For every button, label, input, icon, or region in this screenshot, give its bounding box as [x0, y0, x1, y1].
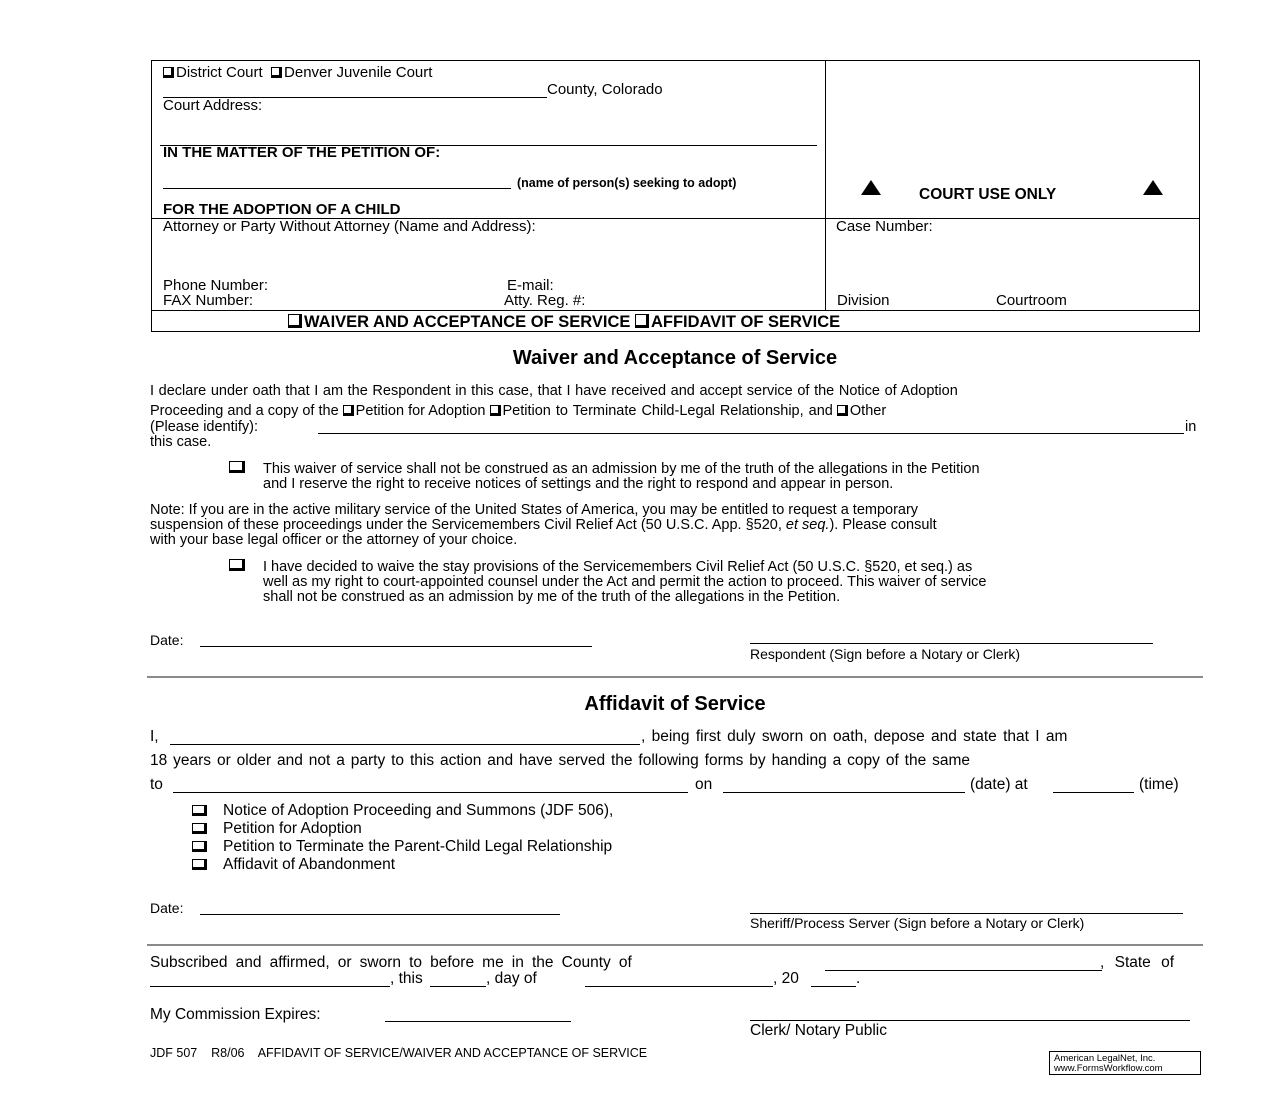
- petitioner-name-blank[interactable]: [163, 188, 511, 189]
- affidavit-date-label: Date:: [150, 900, 184, 916]
- section-divider: [147, 944, 1203, 946]
- waiver-form-label: WAIVER AND ACCEPTANCE OF SERVICE: [304, 313, 631, 331]
- other-label: Other: [849, 403, 887, 419]
- affidavit-title: Affidavit of Service: [584, 693, 766, 715]
- served-form-label: Petition for Adoption: [223, 820, 362, 837]
- notary-state-blank[interactable]: [150, 986, 390, 987]
- served-form-checkbox[interactable]: [192, 841, 207, 852]
- courtroom-label: Courtroom: [996, 292, 1067, 309]
- petition-terminate-label: Petition to Terminate Child-Legal Relationship, and: [502, 403, 833, 419]
- note-line-2a: suspension of these proceedings under the Servicemembers Civil Relief Act (50 U.S.C. App. §520,: [150, 517, 782, 533]
- waiver-form-checkbox[interactable]: [288, 314, 302, 328]
- served-person-blank[interactable]: [173, 792, 688, 793]
- served-form-label: Affidavit of Abandonment: [223, 856, 396, 873]
- commission-blank[interactable]: [385, 1021, 571, 1022]
- served-form-item: [192, 802, 613, 820]
- affidavit-on-label: on: [695, 776, 713, 793]
- affidavit-form-checkbox[interactable]: [635, 314, 649, 328]
- waiver-line-2a: Proceeding and a copy of the: [150, 403, 339, 419]
- notary-year-blank[interactable]: [811, 986, 856, 987]
- identify-label: (Please identify):: [150, 419, 258, 435]
- waiver-date-label: Date:: [150, 632, 184, 648]
- served-time-blank[interactable]: [1053, 792, 1134, 793]
- note-line-3: with your base legal officer or the attorney of your choice.: [150, 532, 518, 548]
- division-label: Division: [837, 292, 890, 309]
- admission-line-1: This waiver of service shall not be construed as an admission by me of the truth of the allegations in the Petition: [263, 461, 980, 477]
- stay-line-2: well as my right to court-appointed counsel under the Act and permit the action to proceed. This waiver of service: [263, 574, 987, 590]
- other-checkbox[interactable]: [837, 405, 848, 416]
- form-code: JDF 507 R8/06 AFFIDAVIT OF SERVICE/WAIVER AND ACCEPTANCE OF SERVICE: [150, 1046, 648, 1060]
- note-text: [150, 503, 937, 548]
- this-case-label: this case.: [150, 434, 212, 450]
- section-divider: [147, 676, 1203, 678]
- atty-reg-label: Atty. Reg. #:: [504, 292, 586, 309]
- affidavit-date-at-label: (date) at: [970, 776, 1028, 793]
- caption-row-line-2: [151, 310, 1200, 311]
- served-form-item: [192, 820, 613, 838]
- waiver-date-blank[interactable]: [200, 646, 592, 647]
- vendor-badge: [1049, 1051, 1201, 1075]
- affidavit-i-label: I,: [150, 728, 159, 745]
- admission-checkbox[interactable]: [229, 461, 245, 473]
- day-of-label: , day of: [486, 970, 537, 987]
- stay-line-3: shall not be construed as an admission by me of the truth of the allegations in the Petition.: [263, 589, 841, 605]
- note-line-2b: ). Please consult: [829, 517, 937, 533]
- stay-checkbox[interactable]: [229, 559, 245, 571]
- stay-text: [263, 560, 987, 605]
- period-label: .: [856, 970, 861, 987]
- served-form-label: Petition to Terminate the Parent-Child Legal Relationship: [223, 838, 613, 855]
- affidavit-to-label: to: [150, 776, 163, 793]
- affidavit-line-2: 18 years or older and not a party to this action and have served the following forms by handing a copy of the same: [150, 752, 971, 769]
- admission-text: [263, 462, 980, 492]
- district-court-checkbox[interactable]: [163, 67, 174, 78]
- note-line-2-ital: et seq.: [785, 517, 830, 533]
- juvenile-court-checkbox[interactable]: [271, 67, 282, 78]
- adoption-label: FOR THE ADOPTION OF A CHILD: [163, 201, 401, 218]
- arrow-up-icon: [1143, 180, 1163, 195]
- sheriff-label: Sheriff/Process Server (Sign before a Notary or Clerk): [750, 915, 1085, 931]
- affidavit-date-blank[interactable]: [200, 914, 560, 915]
- petition-adoption-label: Petition for Adoption: [355, 403, 486, 419]
- juvenile-court-label: Denver Juvenile Court: [284, 64, 433, 81]
- waiver-line-1: I declare under oath that I am the Respondent in this case, that I have received and accept service of the Notice of Adoption: [150, 383, 958, 399]
- clerk-label: Clerk/ Notary Public: [750, 1022, 887, 1039]
- fax-label: FAX Number:: [163, 292, 254, 309]
- served-form-label: Notice of Adoption Proceeding and Summons (JDF 506),: [223, 802, 614, 819]
- respondent-signature-blank[interactable]: [750, 643, 1153, 644]
- notary-day-blank[interactable]: [430, 986, 486, 987]
- subscribed-label: Subscribed and affirmed, or sworn to before me in the County of: [150, 954, 632, 971]
- phone-label: Phone Number:: [163, 277, 269, 294]
- affidavit-time-label: (time): [1139, 776, 1179, 793]
- served-form-checkbox[interactable]: [192, 823, 207, 834]
- served-form-item: [192, 856, 613, 874]
- commission-label: My Commission Expires:: [150, 1006, 321, 1023]
- sheriff-signature-blank[interactable]: [750, 913, 1183, 914]
- state-of-label: , State of: [1100, 954, 1175, 971]
- this-label: , this: [390, 970, 423, 987]
- served-form-item: [192, 838, 613, 856]
- court-type-row: [163, 64, 432, 81]
- served-forms-list: [192, 802, 613, 874]
- in-label: in: [1185, 419, 1197, 435]
- served-date-blank[interactable]: [723, 792, 965, 793]
- court-use-only: COURT USE ONLY: [919, 186, 1057, 203]
- notary-county-blank[interactable]: [825, 970, 1102, 971]
- admission-line-2: and I reserve the right to receive notices of settings and the right to respond and appear in person.: [263, 476, 894, 492]
- email-label: E-mail:: [507, 277, 554, 294]
- seeking-adopt-label: (name of person(s) seeking to adopt): [517, 176, 737, 190]
- affidavit-sworn-label: , being first duly sworn on oath, depose and state that I am: [641, 728, 1068, 745]
- district-court-label: District Court: [176, 64, 263, 81]
- clerk-signature-blank[interactable]: [750, 1020, 1190, 1021]
- identify-blank[interactable]: [318, 433, 1184, 434]
- county-label: County, Colorado: [547, 81, 663, 98]
- form-type-row: [288, 313, 840, 332]
- case-number-label: Case Number:: [836, 218, 933, 235]
- notary-month-blank[interactable]: [585, 986, 773, 987]
- arrow-up-icon: [861, 180, 881, 195]
- affidavit-form-label: AFFIDAVIT OF SERVICE: [650, 313, 841, 331]
- petition-terminate-checkbox[interactable]: [490, 405, 501, 416]
- matter-label: IN THE MATTER OF THE PETITION OF:: [163, 144, 441, 161]
- served-form-checkbox[interactable]: [192, 859, 207, 870]
- served-form-checkbox[interactable]: [192, 805, 207, 816]
- note-line-1: Note: If you are in the active military service of the United States of America, you may be entitled to request a temporary: [150, 502, 919, 518]
- vendor-name: American LegalNet, Inc.: [1054, 1053, 1156, 1064]
- stay-line-1: I have decided to waive the stay provisions of the Servicemembers Civil Relief Act (50 U.S.C. §520, et seq.) as: [263, 559, 973, 575]
- server-name-blank[interactable]: [170, 744, 640, 745]
- note-line-2: [150, 518, 937, 533]
- attorney-label: Attorney or Party Without Attorney (Name and Address):: [163, 218, 536, 235]
- petition-adoption-checkbox[interactable]: [343, 405, 354, 416]
- respondent-label: Respondent (Sign before a Notary or Clerk): [750, 646, 1021, 662]
- court-address-label: Court Address:: [163, 97, 263, 114]
- waiver-title: Waiver and Acceptance of Service: [512, 347, 838, 369]
- twenty-label: , 20: [773, 970, 799, 987]
- caption-divider: [825, 60, 826, 311]
- waiver-line-2: [150, 403, 886, 419]
- vendor-url: www.FormsWorkflow.com: [1054, 1063, 1163, 1074]
